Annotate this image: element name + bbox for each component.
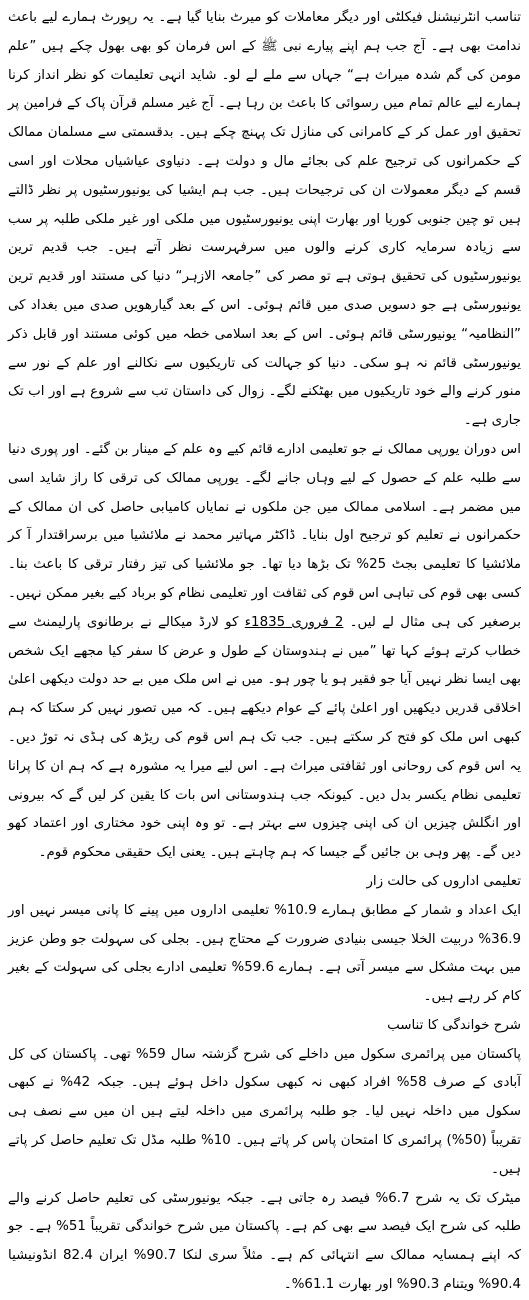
paragraph-europe-text: اس دوران یورپی ممالک نے جو تعلیمی ادارے قائم کیے وہ علم کے مینار بن گئے۔ اور پوری دنیا سے طلبہ علم کے حصول کے لیے وہاں جانے لگے۔ یورپی ممالک کی ترقی کا راز شاید اسی میں مضمر ہے۔ اسلامی ممالک میں جن ملکوں نے نمایاں کامیابی حاصل کی ان ممالک کے حکمرانوں نے تعلیم کو ترجیح اول بنایا۔ ڈاکٹر مہاتیر محمد نے ملائشیا میں برسراقتدار آ کر ملائشیا کا تعلیمی بجٹ 25% تک بڑھا دیا تھا۔ جو ملائشیا کی تیز رفتار ترقی کا باعث بنا۔ کسی بھی قوم کی تباہی اس قوم کی ثقافت اور تعلیمی نظام کو برباد کیے بغیر ممکن نہیں۔ برصغیر کی ہی مثال لے لیں۔ <box>8 441 521 630</box>
paragraph-institutions <box>8 897 521 1012</box>
paragraph-literacy <box>8 1041 521 1185</box>
paragraph-literacy-text: پاکستان میں پرائمری سکول میں داخلے کی شرح گزشتہ سال 59% تھی۔ پاکستان کی کل آبادی کے صرف 58% افراد کبھی نہ کبھی سکول داخل ہوئے ہیں۔ جبکہ 42% نے کبھی سکول میں داخلہ نہیں لیا۔ جو طلبہ پرائمری میں داخلہ لیتے ہیں ان میں سے نصف ہی تقریباً (50%) پرائمری کا امتحان پاس کر پاتے ہیں۔ 10% طلبہ مڈل تک تعلیم حاصل کر پاتے ہیں۔ <box>8 1046 522 1177</box>
heading-literacy-ratio: شرح خواندگی کا تناسب <box>387 1017 521 1033</box>
heading-institutions-condition: تعلیمی اداروں کی حالت زار <box>366 873 521 889</box>
underlined-date: 2 فروری 1835ء <box>244 614 344 630</box>
paragraph-macaulay-text: کو لارڈ میکالے نے برطانوی پارلیمنٹ سے خطاب کرتے ہوئے کہا تھا ”میں نے ہندوستان کے طول و عرض کا سفر کیا مجھے ایک شخص بھی ایسا نظر نہیں آیا جو فقیر ہو یا چور ہو۔ میں نے اس ملک میں بے حد دولت دیکھی اعلیٰ اخلاقی قدریں دیکھیں اور اعلیٰ پائے کے عوام دیکھے ہیں۔ کہ میں تصور نہیں کر سکتا کہ ہم کبھی اس ملک کو فتح کر سکتے ہیں۔ جب تک ہم اس قوم کی ریڑھ کی ہڈی نہ توڑ دیں۔ یہ اس قوم کی روحانی اور ثقافتی میراث ہے۔ اس لیے میرا یہ مشورہ ہے کہ ہم ان کا پرانا تعلیمی نظام یکسر بدل دیں۔ کیونکہ جب ہندوستانی اس بات کا یقین کر لیں گے کہ بیرونی اور انگلش چیزیں ان کی اپنی چیزوں سے بہتر ہے۔ تو وہ اپنی خود مختاری اور اعتماد کھو دیں گے۔ پھر وہی بن جائیں گے جیسا کہ ہم چاہتے ہیں۔ یعنی ایک حقیقی محکوم قوم۔ <box>8 614 521 861</box>
paragraph-matric-text: میٹرک تک یہ شرح 6.7% فیصد رہ جاتی ہے۔ جبکہ یونیورسٹی کی تعلیم حاصل کرنے والے طلبہ کی شرح ایک فیصد سے بھی کم ہے۔ پاکستان میں شرح خواندگی تقریباً 51% ہے۔ جو کہ اپنے ہمسایہ ممالک سے انتہائی کم ہے۔ مثلاً سری لنکا 90.7% ایران 82.4 انڈونیشیا 90.4% ویتنام 90.3% اور بھارت 61.1%۔ <box>8 1190 521 1293</box>
paragraph-intro <box>8 4 521 436</box>
paragraph-matric <box>8 1185 521 1300</box>
paragraph-europe <box>8 436 521 868</box>
paragraph-intro-text: تناسب انٹرنیشنل فیکلٹی اور دیگر معاملات کو میرٹ بنایا گیا ہے۔ یہ رپورٹ ہمارے لیے باعث ندامت بھی ہے۔ آج جب ہم اپنے پیارے نبی ﷺ کے اس فرمان کو بھی بھول چکے ہیں ”علم مومن کی گم شدہ میراث ہے“ جہاں سے ملے لے لو۔ شاید انہی تعلیمات کو نظر انداز کرنا ہمارے لیے عالم تمام میں رسوائی کا باعث بن رہا ہے۔ آج غیر مسلم قرآن پاک کے فرامین پر تحقیق اور عمل کر کے کامرانی کی منازل تک پہنچ چکے ہیں۔ بدقسمتی سے مسلمان ممالک کے حکمرانوں کی ترجیح علم کی بجائے مال و دولت ہے۔ دنیاوی عیاشیاں محلات اور اسی قسم کے دیگر معمولات ان کی ترجیحات ہیں۔ جب ہم ایشیا کی یونیورسٹیوں پر نظر ڈالتے ہیں تو چین جنوبی کوریا اور بھارت اپنی یونیورسٹیوں میں ملکی اور غیر ملکی طلبہ پر سب سے زیادہ سرمایہ کاری کرنے والوں میں سرفہرست نظر آتے ہیں۔ جب قدیم ترین یونیورسٹیوں کی تحقیق ہوتی ہے تو مصر کی ”جامعہ الازہر“ دنیا کی مستند اور قدیم ترین یونیورسٹی ہے جو دسویں صدی میں قائم ہوئی۔ اس کے بعد گیارھویں صدی میں بغداد کی ”النظامیہ“ یونیورسٹی قائم ہوئی۔ اس کے بعد اسلامی خطہ میں کوئی مستند اور قابل ذکر یونیورسٹی قائم نہ ہو سکی۔ دنیا کو جہالت کی تاریکیوں سے نکالنے اور علم کے نور سے منور کرنے والے خود تاریکیوں میں بھٹکنے لگے۔ زوال کی داستان تب سے شروع ہے اور اب تک جاری ہے۔ <box>8 10 521 429</box>
paragraph-institutions-text: ایک اعداد و شمار کے مطابق ہمارے 10.9% تعلیمی اداروں میں پینے کا پانی میسر نہیں اور 36.9% دربیت الخلا جیسی بنیادی ضرورت کے محتاج ہیں۔ بجلی کی سہولت جو وطن عزیز میں بہت مشکل سے میسر آتی ہے۔ ہمارے 59.6% تعلیمی ادارے بجلی کی سہولت کے بغیر کام کر رہے ہیں۔ <box>8 902 521 1005</box>
